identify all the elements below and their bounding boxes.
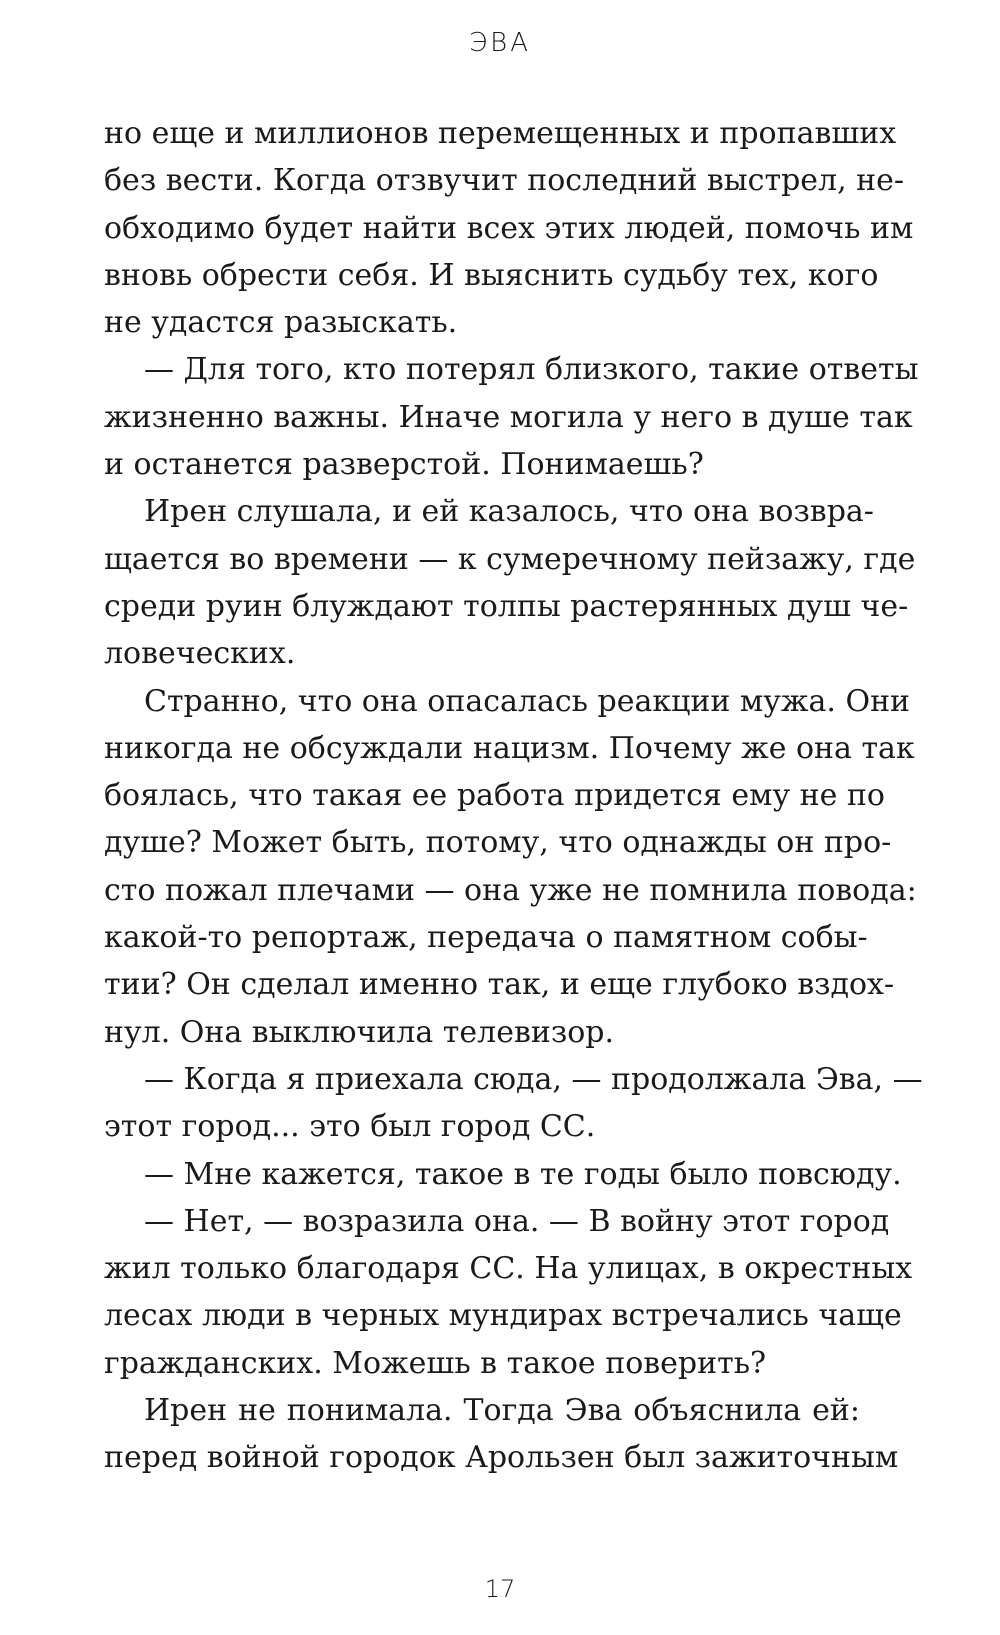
text-line: вновь обрести себя. И выяснить судьбу тех, кого [104, 257, 879, 293]
text-line: жизненно важны. Иначе могила у него в душе так [104, 399, 913, 435]
text-line: — Нет, — возразила она. — В войну этот город [144, 1203, 890, 1239]
text-line: ловеческих. [104, 636, 296, 672]
text-line: но еще и миллионов перемещенных и пропавших [104, 116, 897, 151]
running-title: ЭВА [469, 28, 531, 58]
text-line: сто пожал плечами — она уже не помнила повода: [104, 872, 917, 908]
text-line: щается во времени — к сумеречному пейзажу, где [104, 541, 916, 577]
body-text [104, 110, 923, 1482]
text-line: душе? Может быть, потому, что однажды он про- [104, 825, 892, 861]
text-line: обходимо будет найти всех этих людей, помочь им [104, 210, 914, 246]
text-line: жил только благодаря СС. На улицах, в окрестных [104, 1251, 913, 1287]
text-line: Странно, что она опасалась реакции мужа. Они [144, 683, 911, 719]
text-line: этот город... это был город СС. [104, 1109, 596, 1145]
text-line: гражданских. Можешь в такое поверить? [104, 1345, 767, 1381]
text-line: среди руин блуждают толпы растерянных душ че- [104, 588, 909, 624]
text-line: перед войной городок Арользен был зажиточным [104, 1440, 899, 1476]
text-line: лесах люди в черных мундирах встречались чаще [104, 1298, 902, 1334]
text-line: Ирен не понимала. Тогда Эва объяснила ей: [144, 1393, 860, 1429]
text-line: и останется разверстой. Понимаешь? [104, 447, 704, 483]
text-line: какой-то репортаж, передача о памятном собы- [104, 920, 868, 956]
text-line: — Когда я приехала сюда, — продолжала Эва, — [144, 1061, 923, 1097]
text-line: нул. Она выключила телевизор. [104, 1014, 614, 1050]
text-line: без вести. Когда отзвучит последний выстрел, не- [104, 163, 905, 199]
text-line: Ирен слушала, и ей казалось, что она возвра- [144, 494, 874, 530]
text-line: никогда не обсуждали нацизм. Почему же она так [104, 730, 915, 766]
text-line: боялась, что такая ее работа придется ему не по [104, 778, 885, 814]
page-number: 17 [484, 1575, 516, 1603]
text-line: тии? Он сделал именно так, и еще глубоко вздох- [104, 967, 895, 1003]
text-line: не удастся разыскать. [104, 305, 458, 341]
text-line: — Мне кажется, такое в те годы было повсюду. [144, 1156, 902, 1192]
text-line: — Для того, кто потерял близкого, такие ответы [144, 352, 919, 388]
